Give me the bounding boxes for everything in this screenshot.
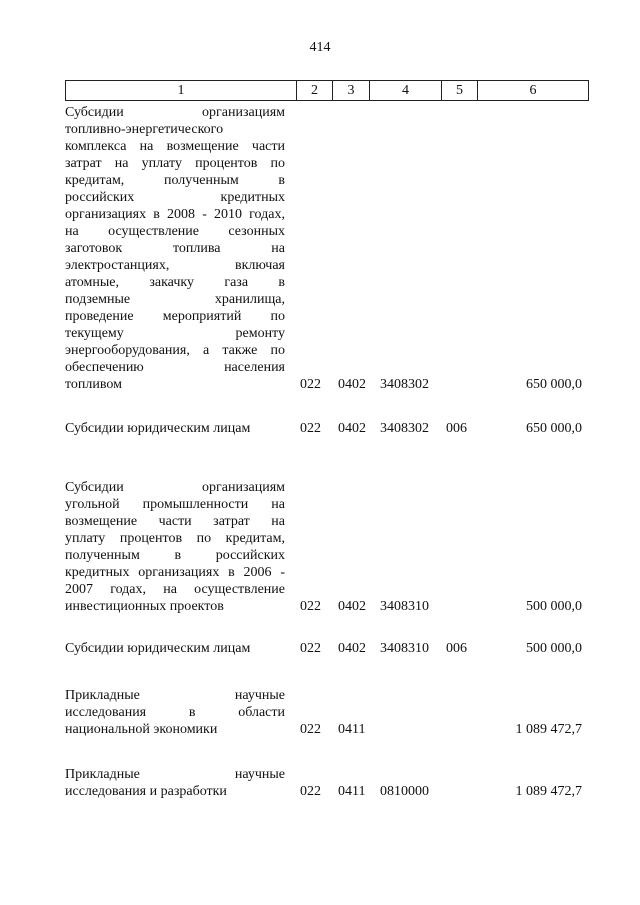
description-line: полученным в российских: [65, 548, 285, 563]
description-line: угольной промышленности на: [65, 497, 285, 512]
description-line: исследования и разработки: [65, 784, 227, 799]
description-line: проведение мероприятий по: [65, 309, 285, 324]
header-col-5: 5: [442, 81, 478, 100]
row-description: [65, 479, 285, 615]
row-description: [65, 640, 285, 657]
cell-c3: 0411: [338, 722, 366, 737]
cell-c6: 650 000,0: [526, 377, 582, 392]
description-line: Субсидии организациям: [65, 480, 285, 495]
description-line: кредитам, полученным в: [65, 173, 285, 188]
cell-c4: 3408310: [380, 599, 429, 614]
description-line: топливно-энергетического: [65, 122, 224, 137]
header-col-1: 1: [66, 81, 297, 100]
cell-c6: 650 000,0: [526, 421, 582, 436]
description-line: Субсидии юридическим лицам: [65, 641, 251, 656]
description-line: Субсидии юридическим лицам: [65, 421, 251, 436]
cell-c4: 0810000: [380, 784, 429, 799]
description-line: Прикладные научные: [65, 767, 285, 782]
cell-c6: 500 000,0: [526, 641, 582, 656]
cell-c3: 0411: [338, 784, 366, 799]
cell-c5: 006: [446, 641, 467, 656]
page-number: 414: [309, 40, 331, 55]
description-line: текущему ремонту: [65, 326, 285, 341]
description-line: исследования в области: [65, 705, 285, 720]
description-line: заготовок топлива на: [65, 241, 285, 256]
description-line: подземные хранилища,: [65, 292, 285, 307]
cell-c2: 022: [300, 421, 321, 436]
row-description: [65, 420, 285, 437]
description-line: электростанциях, включая: [65, 258, 285, 273]
description-line: российских кредитных: [65, 190, 285, 205]
description-line: кредитных организациях в 2006 -: [65, 565, 285, 580]
description-line: топливом: [65, 377, 123, 392]
description-line: на осуществление сезонных: [65, 224, 285, 239]
description-line: уплату процентов по кредитам,: [65, 531, 285, 546]
cell-c4: 3408302: [380, 377, 429, 392]
description-line: Субсидии организациям: [65, 105, 285, 120]
cell-c2: 022: [300, 784, 321, 799]
table-header: [65, 80, 589, 101]
description-line: национальной экономики: [65, 722, 218, 737]
cell-c3: 0402: [338, 377, 366, 392]
description-line: комплекса на возмещение части: [65, 139, 285, 154]
cell-c2: 022: [300, 377, 321, 392]
cell-c6: 1 089 472,7: [515, 784, 582, 799]
cell-c4: 3408302: [380, 421, 429, 436]
cell-c4: 3408310: [380, 641, 429, 656]
description-line: возмещение части затрат на: [65, 514, 285, 529]
description-line: затрат на уплату процентов по: [65, 156, 285, 171]
row-description: [65, 766, 285, 800]
cell-c3: 0402: [338, 641, 366, 656]
row-description: [65, 104, 285, 393]
cell-c2: 022: [300, 599, 321, 614]
description-line: 2007 годах, на осуществление: [65, 582, 285, 597]
header-col-3: 3: [333, 81, 370, 100]
header-col-6: 6: [529, 83, 537, 98]
cell-c2: 022: [300, 722, 321, 737]
description-line: обеспечению населения: [65, 360, 285, 375]
header-col-4: 4: [370, 81, 442, 100]
cell-c2: 022: [300, 641, 321, 656]
description-line: инвестиционных проектов: [65, 599, 224, 614]
cell-c3: 0402: [338, 599, 366, 614]
header-col-2: 2: [297, 81, 333, 100]
cell-c3: 0402: [338, 421, 366, 436]
description-line: атомные, закачку газа в: [65, 275, 285, 290]
description-line: организациях в 2008 - 2010 годах,: [65, 207, 285, 222]
cell-c5: 006: [446, 421, 467, 436]
description-line: энергооборудования, а также по: [65, 343, 285, 358]
row-description: [65, 687, 285, 738]
cell-c6: 500 000,0: [526, 599, 582, 614]
cell-c6: 1 089 472,7: [515, 722, 582, 737]
description-line: Прикладные научные: [65, 688, 285, 703]
